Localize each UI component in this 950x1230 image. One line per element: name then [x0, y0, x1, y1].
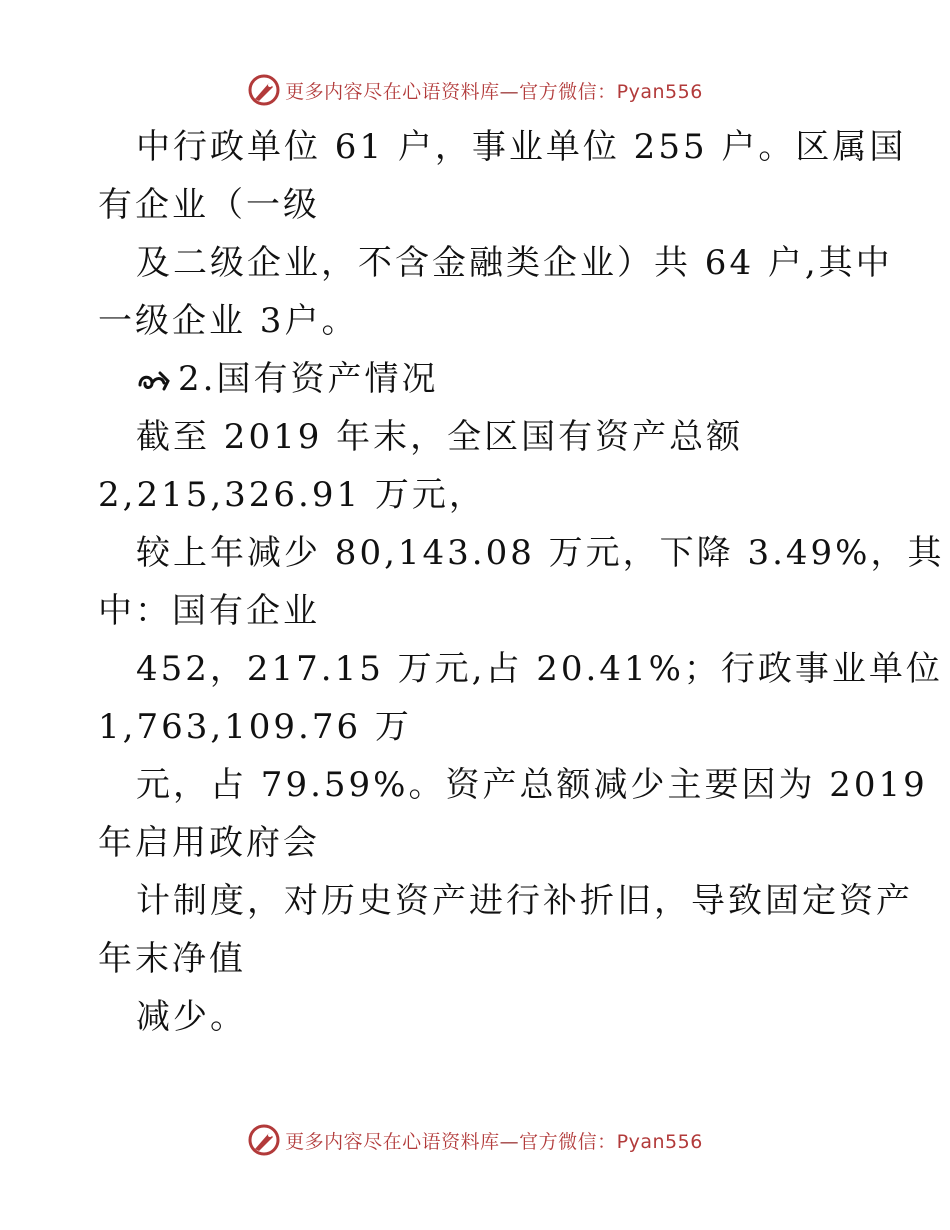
pen-nib-logo-icon: [247, 1123, 281, 1157]
paragraph-line: 及二级企业，不含金融类企业）共 64 户,其中: [136, 243, 893, 283]
paragraph-line: 有企业（一级: [98, 185, 320, 225]
paragraph-line: 计制度，对历史资产进行补折旧，导致固定资产: [136, 881, 913, 921]
paragraph-line: 减少。: [136, 997, 247, 1037]
pen-nib-logo-icon: [247, 73, 281, 107]
paragraph-line: 中行政单位 61 户，事业单位 255 户。区属国: [136, 127, 907, 167]
paragraph-line: 截至 2019 年末，全区国有资产总额: [136, 417, 744, 457]
section-heading-text: 2.国有资产情况: [178, 359, 439, 399]
paragraph-line: 2,215,326.91 万元，: [98, 475, 486, 515]
paragraph-line: 年末净值: [98, 939, 246, 979]
banner-text: 更多内容尽在心语资料库—官方微信：Pyan556: [285, 80, 703, 103]
paragraph-line: 452，217.15 万元,占 20.41%；行政事业单位: [136, 649, 943, 689]
paragraph-line: 1,763,109.76 万: [98, 707, 412, 747]
paragraph-line: 年启用政府会: [98, 823, 320, 863]
section-heading: [98, 350, 858, 408]
header-banner: [0, 70, 950, 110]
banner-text: 更多内容尽在心语资料库—官方微信：Pyan556: [285, 1130, 703, 1153]
paragraph-line: 中：国有企业: [98, 591, 320, 631]
paragraph-line: 一级企业 3户。: [98, 301, 359, 341]
footer-banner: [0, 1120, 950, 1160]
paragraph-line: 较上年减少 80,143.08 万元，下降 3.49%，其: [136, 533, 945, 573]
paragraph-line: 元，占 79.59%。资产总额减少主要因为 2019: [136, 765, 928, 805]
document-body: [98, 118, 945, 1046]
ornament-bullet-icon: [136, 367, 176, 393]
